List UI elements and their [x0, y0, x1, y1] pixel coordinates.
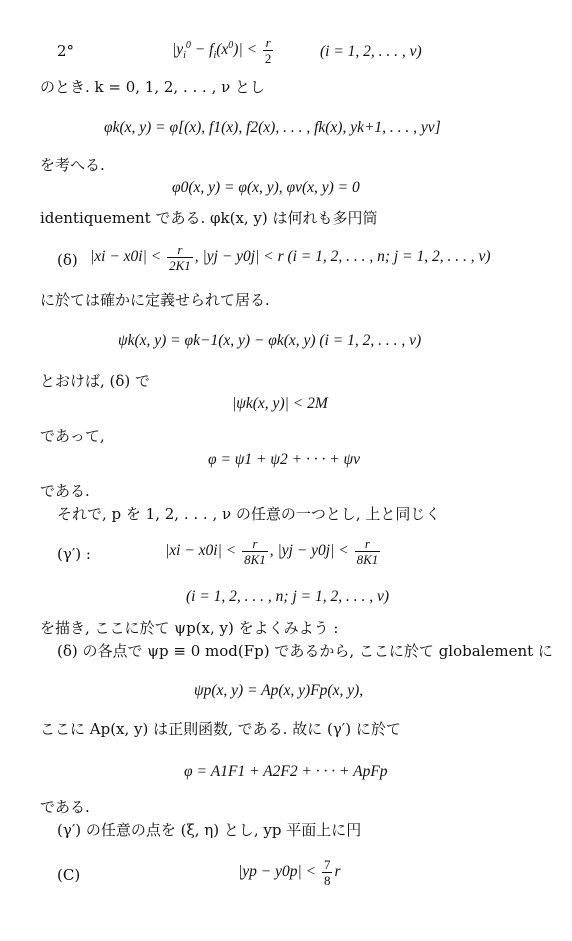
text-line-4: を考へる. — [40, 156, 105, 174]
equation-line-1: $|y_i^0 - f_i(x^0)|$ < $\frac{r}{2}$ — [172, 35, 272, 66]
fraction: $\frac{r}{8K1}$ — [356, 536, 379, 567]
circle-c-tag: (C) — [57, 866, 81, 884]
item-2-tag: 2° — [57, 42, 75, 60]
text-line-18: を描き, ここに於て ψp(x, y) をよくみよう : — [40, 619, 339, 637]
equation-psi-k: ψk(x, y) = φk−1(x, y) − φk(x, y) (i = 1, 2, . . . , ν) — [118, 332, 422, 349]
fraction: $\frac{7}{8}$ — [323, 857, 331, 888]
text-line-6: identiquement である. φk(x, y) は何れも多円筒 — [40, 209, 378, 227]
fraction: $\frac{r}{2K1}$ — [169, 242, 191, 273]
domain-delta-tag: (δ) — [57, 251, 78, 269]
equation-phi-decomposition: φ = A1F1 + A2F2 + · · · + ApFp — [184, 763, 388, 780]
text-line-10: とおけば, (δ) で — [40, 372, 151, 390]
text-line-8: に於ては確かに定義せられて居る. — [40, 291, 270, 309]
fraction: $\frac{r}{8K1}$ — [244, 536, 266, 567]
equation-domain-delta: |xi − x0i| < $\frac{r}{2K1}$ , |yj − y0j| < r (i = 1, 2, . . . , n; j = 1, 2, . . . , ν) — [90, 242, 491, 273]
equation-domain-gamma: |xi − x0i| < $\frac{r}{8K1}$ , |yj − y0j| < $\frac{r}{8K1}$ — [165, 536, 379, 567]
text-line-15: それで, p を 1, 2, . . . , ν の任意の一つとし, 上と同じく — [57, 505, 441, 523]
equation-circle-c: |yp − y0p| < $\frac{7}{8}$ r — [238, 857, 341, 888]
index-range-gamma: (i = 1, 2, . . . , n; j = 1, 2, . . . , ν) — [186, 588, 390, 605]
text-line-24: (γ′) の任意の点を (ξ, η) とし, yp 平面上に円 — [57, 821, 362, 839]
text-line-23: である. — [40, 798, 90, 816]
equation-phi-0: φ0(x, y) = φ(x, y), φν(x, y) = 0 — [172, 179, 360, 196]
equation-phi-k: φk(x, y) = φ[(x), f1(x), f2(x), . . . , fk(x), yk+1, . . . , yν] — [104, 119, 441, 136]
text-line-2: のとき. k = 0, 1, 2, . . . , ν とし — [40, 78, 266, 96]
index-range: (i = 1, 2, . . . , ν) — [320, 43, 422, 60]
text-line-14: である. — [40, 482, 90, 500]
equation-phi-sum: φ = ψ1 + ψ2 + · · · + ψν — [208, 451, 361, 468]
text-line-12: であって, — [40, 427, 105, 445]
text-line-21: ここに Ap(x, y) は正則函数, である. 故に (γ′) に於て — [40, 720, 401, 738]
equation-bound-2m: |ψk(x, y)| < 2M — [232, 395, 328, 412]
equation-psi-p: ψp(x, y) = Ap(x, y)Fp(x, y), — [194, 682, 364, 699]
text-line-19: (δ) の各点で ψp ≡ 0 mod(Fp) であるから, ここに於て globalement に — [57, 642, 553, 660]
domain-gamma-tag: (γ′) : — [57, 545, 91, 563]
fraction: $\frac{r}{2}$ — [264, 35, 272, 66]
